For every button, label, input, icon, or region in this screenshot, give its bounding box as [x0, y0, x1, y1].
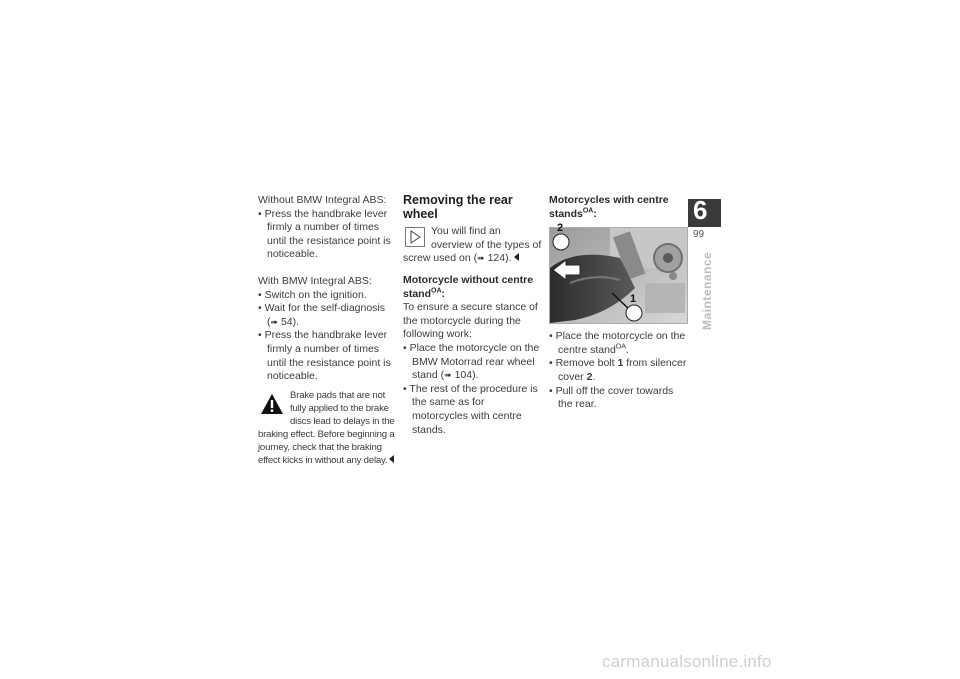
list-item	[549, 330, 689, 357]
note-text: You will find an overview of the types of screw used on (	[403, 225, 542, 265]
watermark: carmanualsonline.info	[602, 652, 772, 671]
sub-heading-colon: :	[441, 287, 446, 300]
end-mark-icon	[389, 455, 394, 463]
list-item-text: ).	[472, 369, 479, 382]
column-1	[258, 194, 398, 467]
warning-triangle-icon	[260, 393, 284, 415]
silencer-cover-photo	[549, 227, 688, 324]
list-item	[403, 342, 543, 383]
abs-off-heading: Without BMW Integral ABS:	[258, 194, 387, 206]
abs-on-heading: With BMW Integral ABS:	[258, 274, 372, 287]
sub-heading	[403, 274, 543, 301]
list-item-text: • Place the motorcycle on the BMW Motorrad rear wheel stand (	[403, 341, 540, 382]
optional-accessory-mark: OA	[615, 343, 626, 351]
warning-block	[258, 389, 398, 467]
section-label: Maintenance	[700, 251, 714, 330]
page-reference-link[interactable]: 124	[487, 252, 506, 265]
sub-heading-text: Motorcycles with centre stands	[549, 194, 669, 220]
callout-label-1: 1	[629, 293, 637, 305]
sub-heading-colon: :	[593, 207, 597, 220]
list-item-text: • Place the motorcycle on the centre stand	[549, 330, 686, 356]
list-item-text: ).	[292, 315, 300, 328]
callout-label-2: 2	[556, 222, 564, 234]
optional-accessory-mark: OA	[582, 207, 594, 215]
note-block	[403, 225, 543, 266]
list-item	[549, 357, 689, 384]
reference-arrow-icon: ➠	[270, 316, 279, 327]
chapter-number: 6	[693, 195, 708, 225]
note-text: ).	[505, 252, 512, 265]
section-heading: Removing the rear wheel	[403, 193, 513, 221]
list-item-text: • Wait for the self-diagnosis (	[258, 302, 386, 328]
list-item	[258, 302, 398, 329]
list-item-text: .	[625, 343, 629, 356]
list-item: • The rest of the procedure is the same as for motorcycles with centre stands.	[403, 382, 538, 436]
optional-accessory-mark: OA	[431, 287, 442, 295]
column-3	[549, 194, 689, 412]
list-item-text: .	[592, 370, 596, 383]
intro-text: To ensure a secure stance of the motorcycle during the following work:	[403, 301, 538, 341]
list-item: • Press the handbrake lever firmly a number of times until the resistance point is noticeable.	[258, 207, 391, 261]
reference-arrow-icon: ➠	[477, 253, 485, 264]
page-reference-link[interactable]: 54	[280, 315, 293, 328]
list-item-text: • Remove bolt	[549, 357, 618, 370]
list-item: • Press the handbrake lever firmly a number of times until the resistance point is noticeable.	[258, 329, 391, 383]
list-item: • Pull off the cover towards the rear.	[549, 384, 674, 411]
sub-heading-text: Motorcycle without centre stand	[403, 273, 534, 300]
warning-text: Brake pads that are not fully applied to the brake discs lead to delays in the braking effect. Before beginning a journey, check that the braking effect kicks in without any delay.	[258, 389, 395, 466]
part-number: 2	[586, 370, 593, 383]
list-item-text: from silencer cover	[558, 357, 687, 383]
page-number: 99	[693, 229, 705, 240]
list-item: • Switch on the ignition.	[258, 288, 367, 301]
sub-heading	[549, 194, 689, 221]
note-triangle-icon	[405, 227, 425, 247]
page-reference-link[interactable]: 104	[454, 369, 473, 382]
part-number: 1	[617, 357, 624, 370]
reference-arrow-icon: ➠	[444, 370, 452, 381]
column-2	[403, 194, 543, 437]
end-mark-icon	[514, 253, 519, 261]
